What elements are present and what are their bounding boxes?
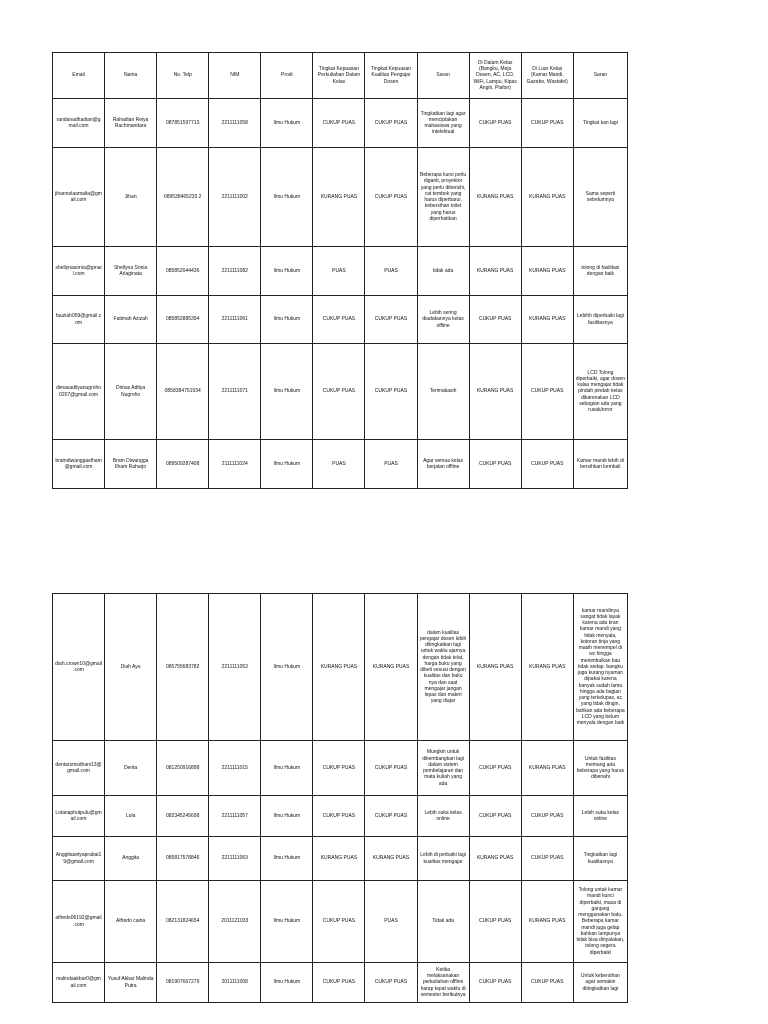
- cell-nim: 2111111024: [209, 440, 261, 489]
- cell-nama: Jihan: [105, 148, 157, 247]
- cell-kepuasan-kelas: CUKUP PUAS: [313, 344, 365, 440]
- survey-table-2: [52, 593, 628, 1003]
- cell-email: Lolanaphutpulu@gmail.com: [53, 796, 105, 837]
- table-row: [53, 837, 628, 881]
- cell-nama: Yusuf Akbar Malinda Putra: [105, 963, 157, 1003]
- cell-fasilitas-luar: KURANG PUAS: [521, 594, 573, 741]
- cell-email: randanadhadian@gmail.com: [53, 99, 105, 148]
- cell-kepuasan-dosen: KURANG PUAS: [365, 837, 417, 881]
- cell-saran: Mungkin untuk dikembangkan lagi dalam sistem pembelajaran dan mata kuliah yang ada: [417, 741, 469, 796]
- cell-kepuasan-dosen: KURANG PUAS: [365, 594, 417, 741]
- header-fasilitas-luar: Di Luar Kelas (Kamar Mandi, Gazebo, Wastafel): [521, 53, 573, 99]
- table-row: [53, 247, 628, 296]
- cell-saran-fasilitas: Lebih suka kelas online: [573, 796, 627, 837]
- cell-kepuasan-dosen: CUKUP PUAS: [365, 963, 417, 1003]
- cell-no-telp: 087851597713: [157, 99, 209, 148]
- cell-nim: 2211111063: [209, 837, 261, 881]
- cell-prodi: Ilmu Hukum: [261, 247, 313, 296]
- cell-kepuasan-dosen: CUKUP PUAS: [365, 344, 417, 440]
- cell-email: jihannolaamalia@gmail.com: [53, 148, 105, 247]
- header-fasilitas-dalam: Di Dalam Kelas (Bangku, Meja Dosen, AC, LCD, WiFi, Lampu, Kipas Angin, Plafon): [469, 53, 521, 99]
- cell-kepuasan-dosen: PUAS: [365, 247, 417, 296]
- cell-nim: 2211111015: [209, 741, 261, 796]
- cell-prodi: Ilmu Hukum: [261, 296, 313, 344]
- cell-saran-fasilitas: Sama seperti sebelumnya: [573, 148, 627, 247]
- cell-fasilitas-luar: KURANG PUAS: [521, 148, 573, 247]
- cell-nama: Rahadian Reiya Rachmandara: [105, 99, 157, 148]
- cell-saran: Tidak ada: [417, 881, 469, 963]
- cell-no-telp: 089538465233 2: [157, 148, 209, 247]
- cell-prodi: Ilmu Hukum: [261, 594, 313, 741]
- cell-fasilitas-dalam: CUKUP PUAS: [469, 881, 521, 963]
- cell-saran: Lebih sering diadakannya kelas offline: [417, 296, 469, 344]
- cell-no-telp: 081907667279: [157, 963, 209, 1003]
- cell-saran-fasilitas: Untuk kebersihan agar semakin ditingkatkan lagi: [573, 963, 627, 1003]
- cell-fasilitas-luar: KURANG PUAS: [521, 741, 573, 796]
- cell-saran: Tingkatkan lagi agar menciptakan mahasiswa yang intelektual: [417, 99, 469, 148]
- cell-saran: Terimakasih: [417, 344, 469, 440]
- cell-nama: Denta: [105, 741, 157, 796]
- cell-fasilitas-luar: KURANG PUAS: [521, 881, 573, 963]
- cell-no-telp: 085852885394: [157, 296, 209, 344]
- survey-table-1: [52, 52, 628, 489]
- cell-kepuasan-dosen: CUKUP PUAS: [365, 99, 417, 148]
- cell-fasilitas-dalam: KURANG PUAS: [469, 594, 521, 741]
- cell-fasilitas-luar: CUKUP PUAS: [521, 99, 573, 148]
- table-row: [53, 148, 628, 247]
- cell-nama: Fatimah Azizah: [105, 296, 157, 344]
- cell-fasilitas-luar: KURANG PUAS: [521, 247, 573, 296]
- header-no-telp: No. Telp: [157, 53, 209, 99]
- cell-saran-fasilitas: kamar mandinya sangat tidak layak karena ada kran kamar mandi yang tidak menyala, kotoran tinja yang masih menempel di wc hingga menimbulkan bau tidak sedap. bangku juga kurang nyaman dipakai karena banyak sudah lama hingga ada bagian yang terkelupas, ac yang tidak dingin, bahkan ada beberapa LCD yang belum menyala dengan baik: [573, 594, 627, 741]
- table-row: [53, 881, 628, 963]
- cell-fasilitas-dalam: CUKUP PUAS: [469, 796, 521, 837]
- cell-email: bramdiwanggaelham@gmail.com: [53, 440, 105, 489]
- cell-fasilitas-luar: CUKUP PUAS: [521, 837, 573, 881]
- cell-email: diah.crown10@gmail.com: [53, 594, 105, 741]
- cell-prodi: Ilmu Hukum: [261, 440, 313, 489]
- cell-fasilitas-dalam: KURANG PUAS: [469, 837, 521, 881]
- table-row: [53, 963, 628, 1003]
- cell-kepuasan-kelas: KURANG PUAS: [313, 594, 365, 741]
- cell-saran-fasilitas: Untuk fasilitas memang ada beberapa yang harus dibenahi: [573, 741, 627, 796]
- table-row: [53, 344, 628, 440]
- cell-nama: Alfredo caina: [105, 881, 157, 963]
- cell-nim: 2211111053: [209, 594, 261, 741]
- table-row: [53, 296, 628, 344]
- cell-fasilitas-dalam: KURANG PUAS: [469, 148, 521, 247]
- cell-kepuasan-dosen: CUKUP PUAS: [365, 741, 417, 796]
- cell-prodi: Ilmu Hukum: [261, 881, 313, 963]
- cell-nim: 2211111061: [209, 296, 261, 344]
- cell-saran: tidak ada: [417, 247, 469, 296]
- cell-fasilitas-dalam: CUKUP PUAS: [469, 440, 521, 489]
- cell-fasilitas-luar: CUKUP PUAS: [521, 344, 573, 440]
- cell-saran: Lebih di perbaiki lagi kualitas mengajar: [417, 837, 469, 881]
- cell-no-telp: 082345245698: [157, 796, 209, 837]
- header-kepuasan-dosen: Tingkat Kepuasan Kualitas Pengajar Dosen: [365, 53, 417, 99]
- cell-nim: 2011121033: [209, 881, 261, 963]
- cell-email: dentarsmsdhani13@gmail.com: [53, 741, 105, 796]
- header-nama: Nama: [105, 53, 157, 99]
- cell-kepuasan-dosen: CUKUP PUAS: [365, 796, 417, 837]
- table-row: [53, 741, 628, 796]
- header-saran: Saran: [417, 53, 469, 99]
- cell-kepuasan-dosen: CUKUP PUAS: [365, 148, 417, 247]
- cell-kepuasan-dosen: PUAS: [365, 881, 417, 963]
- header-email: Email: [53, 53, 105, 99]
- cell-prodi: Ilmu Hukum: [261, 344, 313, 440]
- cell-kepuasan-dosen: PUAS: [365, 440, 417, 489]
- cell-fasilitas-luar: KURANG PUAS: [521, 296, 573, 344]
- cell-nim: 2211111057: [209, 796, 261, 837]
- cell-prodi: Ilmu Hukum: [261, 99, 313, 148]
- cell-email: dimasadityanugroho0207@gmail.com: [53, 344, 105, 440]
- cell-fasilitas-dalam: CUKUP PUAS: [469, 963, 521, 1003]
- cell-fasilitas-dalam: CUKUP PUAS: [469, 296, 521, 344]
- header-saran-fasilitas: Saran: [573, 53, 627, 99]
- cell-email: malindaakbar0@gmail.com: [53, 963, 105, 1003]
- cell-kepuasan-kelas: CUKUP PUAS: [313, 99, 365, 148]
- header-kepuasan-kelas: Tingkat Kepuasan Perkuliahan Dalam Kelas: [313, 53, 365, 99]
- cell-no-telp: 085755683782: [157, 594, 209, 741]
- cell-nim: 2211111082: [209, 247, 261, 296]
- cell-prodi: Ilmu Hukum: [261, 963, 313, 1003]
- cell-saran-fasilitas: Tolong untuk kamar mandi kunci diperbaiki, masa di ganjang menggunakan batu. Beberapa kamar mandi juga gelap bahkan lampunya tidak bisa dinyalakan, tolong segera diperbaiki: [573, 881, 627, 963]
- cell-email: alfredo06192@gmail.com: [53, 881, 105, 963]
- cell-no-telp: 089509287408: [157, 440, 209, 489]
- cell-prodi: Ilmu Hukum: [261, 796, 313, 837]
- cell-kepuasan-kelas: KURANG PUAS: [313, 148, 365, 247]
- cell-nama: Diah Ayu: [105, 594, 157, 741]
- cell-nim: 2011111008: [209, 963, 261, 1003]
- table-row: [53, 796, 628, 837]
- cell-nama: Dimas Aditya Nugroho: [105, 344, 157, 440]
- cell-saran-fasilitas: Lebihh diperbaiki lagi fasilitasnya: [573, 296, 627, 344]
- cell-no-telp: 085817578846: [157, 837, 209, 881]
- cell-nim: 2211111071: [209, 344, 261, 440]
- table-row: [53, 99, 628, 148]
- cell-nim: 2211111002: [209, 148, 261, 247]
- cell-fasilitas-luar: CUKUP PUAS: [521, 440, 573, 489]
- cell-nama: Bram Diwangga Ilham Raharjo: [105, 440, 157, 489]
- cell-no-telp: 081250916898: [157, 741, 209, 796]
- cell-no-telp: 0858384751934: [157, 344, 209, 440]
- cell-fasilitas-dalam: CUKUP PUAS: [469, 99, 521, 148]
- cell-nim: 2211111058: [209, 99, 261, 148]
- cell-fasilitas-luar: CUKUP PUAS: [521, 796, 573, 837]
- cell-email: shellynasonia@gmail.com: [53, 247, 105, 296]
- cell-kepuasan-dosen: CUKUP PUAS: [365, 296, 417, 344]
- cell-kepuasan-kelas: CUKUP PUAS: [313, 741, 365, 796]
- header-nim: NIM: [209, 53, 261, 99]
- cell-saran: Beberapa kursi perlu diganti, proyektor yang perlu diberishi, cat tembok yang harus diperbarui, kebersihan toilet yang harus diperhatikan: [417, 148, 469, 247]
- cell-saran-fasilitas: Tingkatkan lagi kualitasnya: [573, 837, 627, 881]
- cell-fasilitas-dalam: KURANG PUAS: [469, 247, 521, 296]
- cell-kepuasan-kelas: CUKUP PUAS: [313, 296, 365, 344]
- cell-kepuasan-kelas: PUAS: [313, 247, 365, 296]
- cell-no-telp: 085852044436: [157, 247, 209, 296]
- cell-nama: Shellyna Sonia Arlaginata: [105, 247, 157, 296]
- cell-kepuasan-kelas: CUKUP PUAS: [313, 796, 365, 837]
- cell-email: fauziah059@gmail.com: [53, 296, 105, 344]
- header-prodi: Prodi: [261, 53, 313, 99]
- cell-kepuasan-kelas: CUKUP PUAS: [313, 881, 365, 963]
- cell-kepuasan-kelas: KURANG PUAS: [313, 837, 365, 881]
- cell-saran: Lebih suka kelas online: [417, 796, 469, 837]
- cell-saran-fasilitas: LCD Tolong diperbaiki, agar dosen kalau mengajar tidak pindah pindah kelas dikarenakan LCD sebagian ada yang rusak/error: [573, 344, 627, 440]
- cell-kepuasan-kelas: CUKUP PUAS: [313, 963, 365, 1003]
- header-row: [53, 53, 628, 99]
- cell-fasilitas-luar: CUKUP PUAS: [521, 963, 573, 1003]
- cell-prodi: Ilmu Hukum: [261, 837, 313, 881]
- table-row: [53, 594, 628, 741]
- cell-saran-fasilitas: Tingkat kan lagi: [573, 99, 627, 148]
- cell-no-telp: 082131824654: [157, 881, 209, 963]
- cell-prodi: Ilmu Hukum: [261, 741, 313, 796]
- cell-nama: Anggita: [105, 837, 157, 881]
- cell-saran-fasilitas: tolong di fasilitasi dengan baik: [573, 247, 627, 296]
- cell-fasilitas-dalam: CUKUP PUAS: [469, 741, 521, 796]
- cell-saran: Ketika melaksanakan perkuliahan offline harap tepat waktu di semester berikutnya: [417, 963, 469, 1003]
- cell-saran: dalam kualitas pengajar dosen lebih ditingkatkan lagi untuk waktu ajarnya dengan tidak telat, harga buku yang dibeli sesuai dengan kualitas dan buku nya dan saat mengajar jangan lepas dari materi yang diajar: [417, 594, 469, 741]
- cell-kepuasan-kelas: PUAS: [313, 440, 365, 489]
- cell-prodi: Ilmu Hukum: [261, 148, 313, 247]
- cell-saran: Agar semua kelas berjalan offline: [417, 440, 469, 489]
- cell-nama: Lola: [105, 796, 157, 837]
- cell-saran-fasilitas: Kamar mandi lebih di bersihkan kembali: [573, 440, 627, 489]
- cell-email: Anggitasetyaprabai19@gmail.com: [53, 837, 105, 881]
- table-row: [53, 440, 628, 489]
- cell-fasilitas-dalam: KURANG PUAS: [469, 344, 521, 440]
